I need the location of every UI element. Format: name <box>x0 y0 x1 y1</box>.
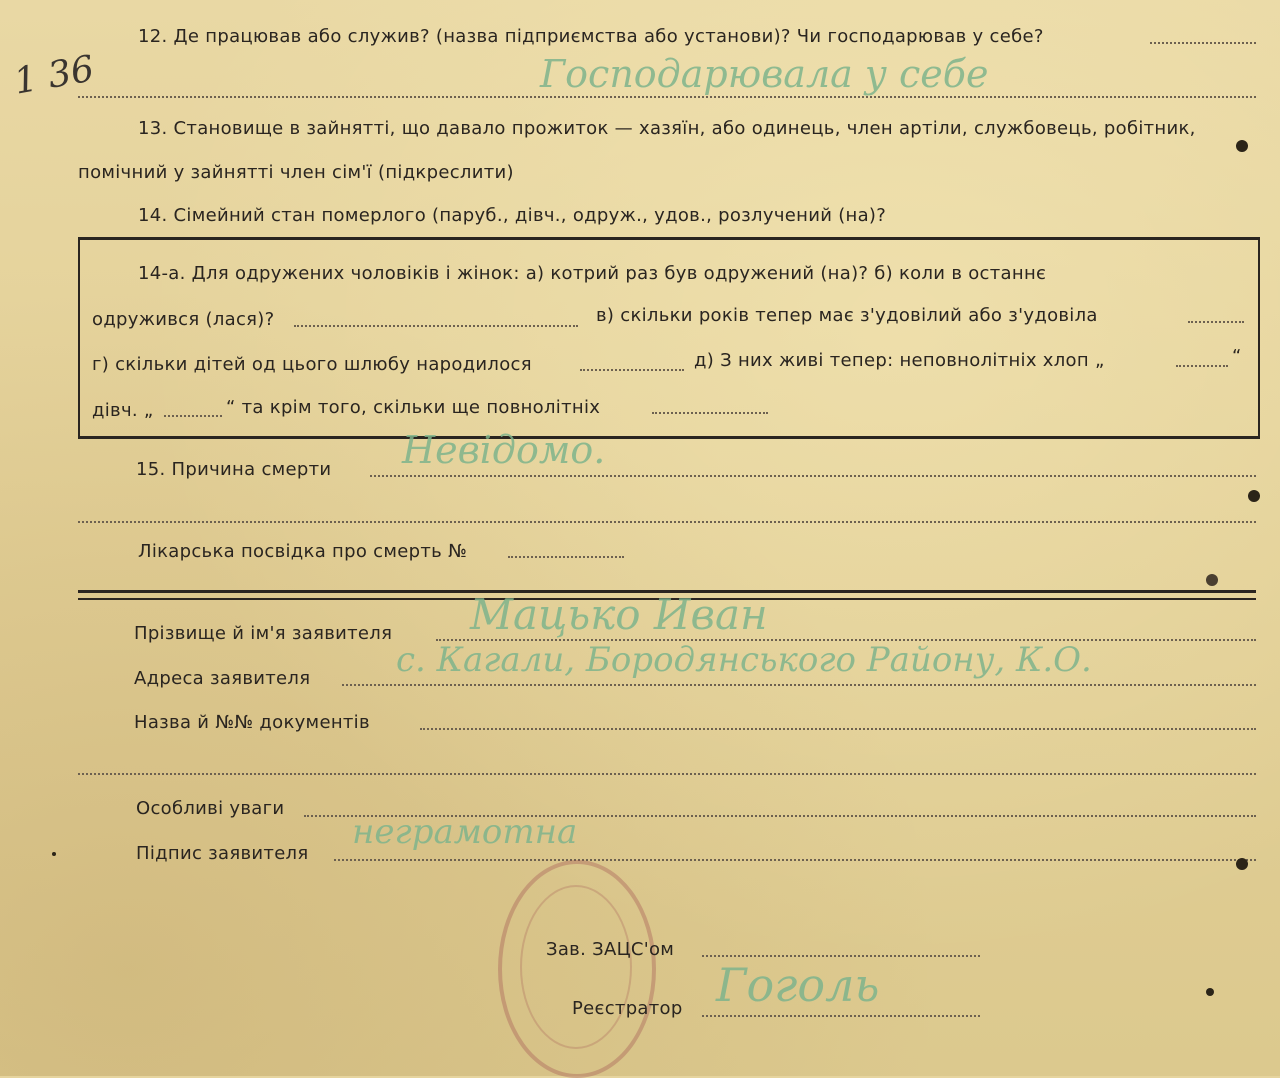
q14a-line3b: д) З них живі тепер: неповнолітніх хлоп „ <box>694 350 1105 371</box>
applicant-docs-line-a <box>420 728 1256 730</box>
q14a-line4-blank2 <box>652 412 768 414</box>
applicant-name-label: Прізвище й ім'я заявителя <box>134 623 393 644</box>
q14a-line4b: “ та крім того, скільки ще повнолітніх <box>226 397 601 418</box>
margin-note: 1 36 <box>11 48 98 103</box>
q15-answer: Невідомо. <box>402 428 606 472</box>
applicant-address-value: с. Кагали, Бородянського Району, К.О. <box>396 640 1092 680</box>
head-label: Зав. ЗАЦС'ом <box>546 939 675 960</box>
applicant-notes-label: Особливі уваги <box>136 798 285 819</box>
applicant-docs-line-b <box>78 773 1256 775</box>
q14a-line2-blank <box>294 325 578 327</box>
q14a-line3c: “ <box>1232 346 1242 367</box>
applicant-signature-line <box>334 859 1256 861</box>
q15-line-b <box>78 521 1256 523</box>
applicant-docs-label: Назва й №№ документів <box>134 712 370 733</box>
official-stamp-inner <box>520 885 632 1049</box>
q14a-line3-blank2 <box>1176 365 1228 367</box>
q12-answer: Господарювала у себе <box>540 52 989 96</box>
head-line <box>702 955 980 957</box>
punch-hole <box>1236 858 1248 870</box>
applicant-address-label: Адреса заявителя <box>134 668 311 689</box>
q12-line-a <box>1150 42 1256 44</box>
q12-label: 12. Де працював або служив? (назва підприємства або установи)? Чи господарював у себе? <box>138 26 1044 47</box>
q14a-line4-blank <box>164 415 222 417</box>
q14a-line1: 14-а. Для одружених чоловіків і жінок: а) котрий раз був одружений (на)? б) коли в останнє <box>138 263 1047 284</box>
q12-line-b <box>78 96 1256 98</box>
medical-label: Лікарська посвідка про смерть № <box>138 541 468 562</box>
q14a-line2a: одружився (лася)? <box>92 309 275 330</box>
q14a-line4a: дівч. „ <box>92 400 154 421</box>
registrar-signature: Гоголь <box>716 958 880 1012</box>
q14a-line2-blank2 <box>1188 321 1244 323</box>
ink-dot <box>52 852 56 856</box>
q14a-line3-blank <box>580 369 684 371</box>
medical-line <box>508 556 624 558</box>
registrar-label: Реєстратор <box>572 998 683 1019</box>
applicant-signature-value: неграмотна <box>352 812 578 852</box>
q15-label: 15. Причина смерти <box>136 459 332 480</box>
punch-hole <box>1248 490 1260 502</box>
q14a-line3a: г) скільки дітей од цього шлюбу народилося <box>92 354 532 375</box>
q14-label: 14. Сімейний стан померлого (паруб., дівч., одруж., удов., розлучений (на)? <box>138 205 887 226</box>
applicant-address-line <box>342 684 1256 686</box>
punch-hole <box>1206 988 1214 996</box>
q13-line1: 13. Становище в зайнятті, що давало прожиток — хазяїн, або одинець, член артіли, службовець, робітник, <box>138 118 1196 139</box>
q13-line2: помічний у зайнятті член сім'ї (підкреслити) <box>78 162 514 183</box>
applicant-name-value: Мацько Иван <box>470 590 768 639</box>
q15-line-a <box>370 475 1256 477</box>
applicant-signature-label: Підпис заявителя <box>136 843 309 864</box>
registrar-line <box>702 1015 980 1017</box>
punch-hole <box>1236 140 1248 152</box>
q14a-line2b: в) скільки років тепер має з'удовілий або з'удовіла <box>596 305 1098 326</box>
punch-hole <box>1206 574 1218 586</box>
